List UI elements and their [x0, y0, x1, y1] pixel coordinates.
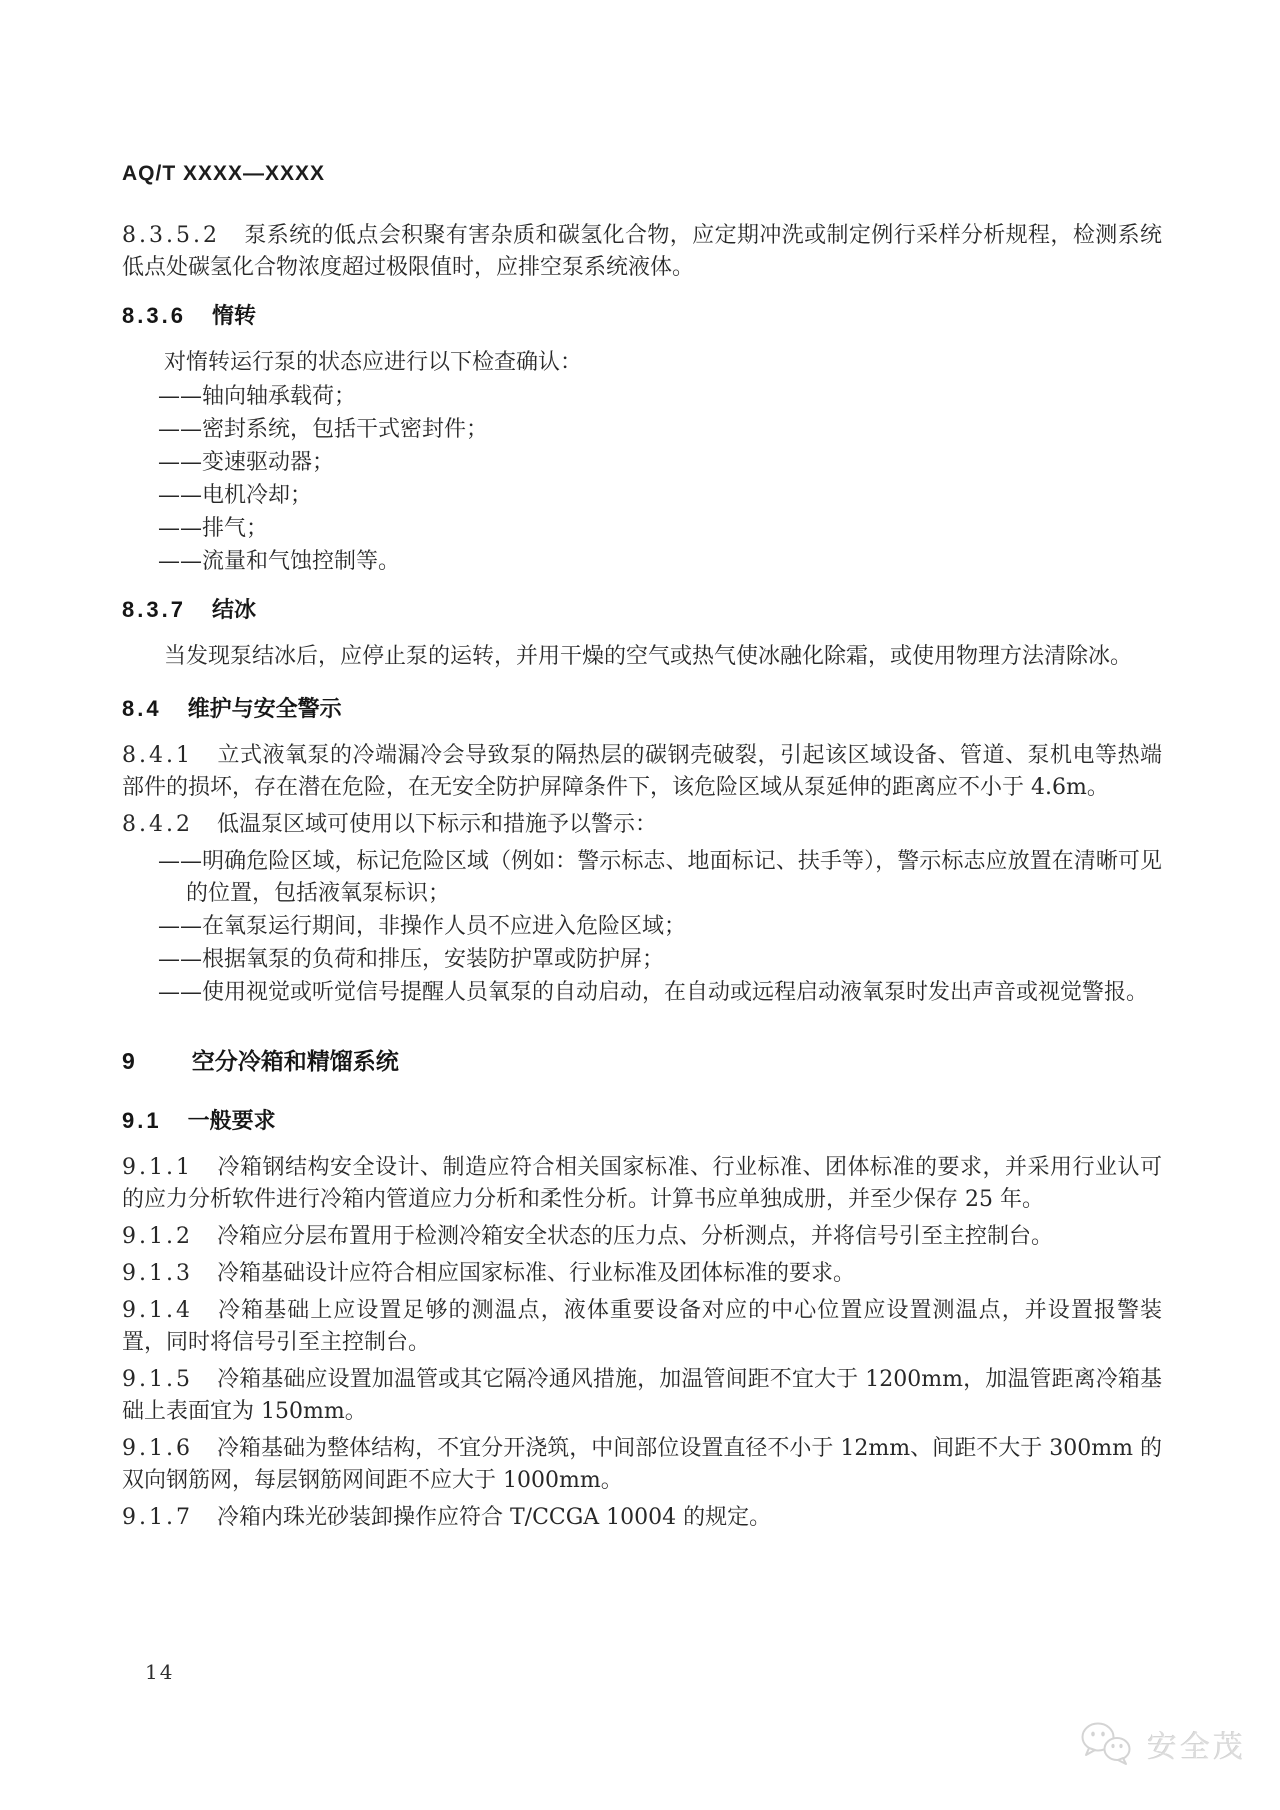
clause-number: 9.1.4	[122, 1298, 193, 1323]
clause-number: 9.1.5	[122, 1367, 193, 1392]
dash-item: ——轴向轴承载荷；	[158, 384, 357, 409]
heading-number: 8.4	[122, 696, 162, 721]
clause-text: 冷箱基础为整体结构，不宜分开浇筑，中间部位设置直径不小于 12mm、间距不大于 300mm 的双向钢筋网，每层钢筋网间距不应大于 1000mm。	[122, 1436, 1162, 1493]
heading-8-4	[122, 693, 1162, 725]
heading-title: 一般要求	[187, 1108, 276, 1133]
clause-9-1-6	[122, 1433, 1162, 1497]
clause-number: 9.1.1	[122, 1155, 193, 1180]
wechat-bubbles-icon	[1079, 1720, 1135, 1768]
heading-number: 9	[122, 1048, 138, 1074]
heading-9-1	[122, 1105, 1162, 1137]
heading-title: 维护与安全警示	[187, 696, 342, 721]
clause-text: 泵系统的低点会积聚有害杂质和碳氢化合物，应定期冲洗或制定例行采样分析规程，检测系统低点处碳氢化合物浓度超过极限值时，应排空泵系统液体。	[122, 223, 1162, 280]
heading-title: 惰转	[211, 303, 256, 328]
clause-text: 冷箱内珠光砂装卸操作应符合 T/CCGA 10004 的规定。	[216, 1505, 772, 1530]
clause-number: 8.4.1	[122, 743, 193, 768]
doc-body	[122, 220, 1162, 1534]
clause-text: 冷箱基础设计应符合相应国家标准、行业标准及团体标准的要求。	[216, 1261, 855, 1286]
clause-9-1-3	[122, 1258, 1162, 1290]
clause-number: 8.4.2	[122, 812, 193, 837]
clause-number: 9.1.7	[122, 1505, 193, 1530]
watermark-text: 安全茂	[1147, 1731, 1246, 1764]
heading-8-3-7	[122, 594, 1162, 626]
page-number: 14	[145, 1660, 175, 1684]
clause-text: 冷箱钢结构安全设计、制造应符合相关国家标准、行业标准、团体标准的要求，并采用行业认可的应力分析软件进行冷箱内管道应力分析和柔性分析。计算书应单独成册，并至少保存 25 年。	[122, 1155, 1162, 1212]
dash-item: ——根据氧泵的负荷和排压，安装防护罩或防护屏；	[158, 947, 665, 972]
clause-number: 9.1.2	[122, 1224, 193, 1249]
dash-item: ——明确危险区域，标记危险区域（例如：警示标志、地面标记、扶手等），警示标志应放置在清晰可见的位置，包括液氧泵标识；	[158, 849, 1162, 906]
heading-title: 结冰	[211, 597, 256, 622]
dash-item: ——使用视觉或听觉信号提醒人员氧泵的自动启动，在自动或远程启动液氧泵时发出声音或视觉警报。	[158, 980, 1149, 1005]
heading-number: 8.3.6	[122, 303, 186, 328]
dash-item: ——在氧泵运行期间，非操作人员不应进入危险区域；	[158, 914, 687, 939]
dash-item: ——排气；	[158, 516, 269, 541]
clause-9-1-1	[122, 1152, 1162, 1216]
clause-8-4-1	[122, 740, 1162, 804]
heading-8-3-6	[122, 300, 1162, 332]
clause-9-1-7	[122, 1502, 1162, 1534]
dash-item: ——密封系统，包括干式密封件；	[158, 417, 489, 442]
dash-item: ——变速驱动器；	[158, 450, 335, 475]
clause-number: 9.1.3	[122, 1261, 193, 1286]
heading-number: 8.3.7	[122, 597, 186, 622]
clause-text: 冷箱基础上应设置足够的测温点，液体重要设备对应的中心位置应设置测温点，并设置报警装置，同时将信号引至主控制台。	[122, 1298, 1162, 1355]
clause-text: 冷箱基础应设置加温管或其它隔冷通风措施，加温管间距不宜大于 1200mm，加温管距离冷箱基础上表面宜为 150mm。	[122, 1367, 1162, 1424]
clause-9-1-5	[122, 1364, 1162, 1428]
clause-8-3-5-2	[122, 220, 1162, 284]
clause-text: 立式液氧泵的冷端漏冷会导致泵的隔热层的碳钢壳破裂，引起该区域设备、管道、泵机电等热端部件的损坏，存在潜在危险，在无安全防护屏障条件下，该危险区域从泵延伸的距离应不小于 4.6m。	[122, 743, 1162, 800]
clause-9-1-2	[122, 1221, 1162, 1253]
watermark	[1079, 1720, 1246, 1768]
heading-number: 9.1	[122, 1108, 162, 1133]
paragraph: 当发现泵结冰后，应停止泵的运转，并用干燥的空气或热气使冰融化除霜，或使用物理方法清除冰。	[164, 644, 1133, 669]
clause-text: 低温泵区域可使用以下标示和措施予以警示：	[216, 812, 657, 837]
standard-number-header: AQ/T XXXX—XXXX	[122, 162, 326, 185]
paragraph: 对惰转运行泵的状态应进行以下检查确认：	[164, 350, 583, 375]
dash-item: ——电机冷却；	[158, 483, 313, 508]
heading-9	[122, 1045, 1162, 1077]
dash-item: ——流量和气蚀控制等。	[158, 549, 401, 574]
document-page	[122, 158, 1162, 1539]
heading-title: 空分冷箱和精馏系统	[191, 1048, 399, 1074]
clause-8-4-2	[122, 809, 1162, 841]
clause-9-1-4	[122, 1295, 1162, 1359]
clause-number: 8.3.5.2	[122, 223, 220, 248]
clause-text: 冷箱应分层布置用于检测冷箱安全状态的压力点、分析测点，并将信号引至主控制台。	[216, 1224, 1053, 1249]
clause-number: 9.1.6	[122, 1436, 193, 1461]
